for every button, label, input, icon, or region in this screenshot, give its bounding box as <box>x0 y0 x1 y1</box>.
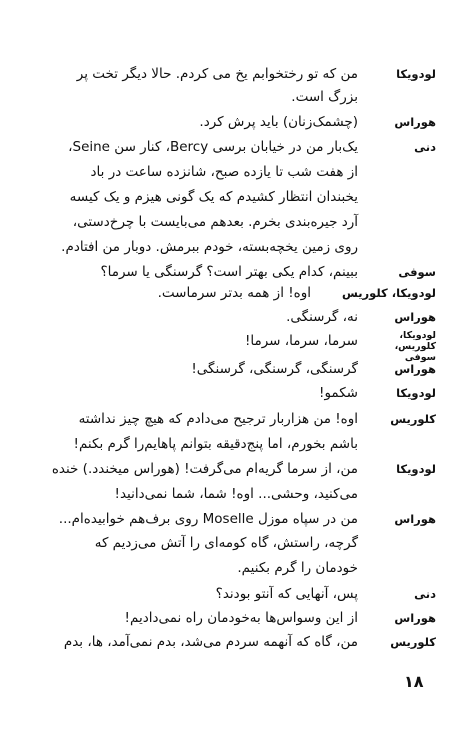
dialogue-text: از این وسواس‌ها به‌خودمان راه نمی‌دادیم! <box>124 610 358 626</box>
dialogue-line <box>56 63 446 85</box>
speaker-name: سوفی <box>398 265 436 279</box>
dialogue-text: نه، گرسنگی. <box>286 309 358 325</box>
speaker-name: کلوریس <box>390 412 436 426</box>
speaker-name: هوراس <box>394 512 436 526</box>
dialogue-line <box>56 557 446 579</box>
dialogue-text: آرد جیره‌بندی بخرم. بعدهم می‌بایست با چرخ‌دستی، <box>72 214 358 230</box>
dialogue-line <box>56 282 446 304</box>
dialogue-line <box>56 583 446 605</box>
dialogue-line <box>56 483 446 505</box>
speaker-name: دنی <box>414 587 436 601</box>
speaker-name: کلوریس <box>390 635 436 649</box>
dialogue-text: (چشمک‌زنان) باید پرش کرد. <box>199 114 358 130</box>
dialogue-text: باشم بخورم، اما پنج‌دقیقه بتوانم پاهایم‌را گرم بکنم! <box>73 436 358 452</box>
dialogue-line <box>56 408 446 430</box>
dialogue-text: پس، آنهایی که آنتو بودند؟ <box>215 586 358 602</box>
dialogue-text: خودمان را گرم بکنیم. <box>237 560 358 576</box>
dialogue-text: روی زمین یخچه‌بسته، خودم ببرمش. دوبار من افتادم. <box>61 239 358 255</box>
dialogue-line <box>56 136 446 158</box>
dialogue-text: یخبندان انتظار کشیدم که یک گونی هیزم و یک کیسه <box>69 189 358 205</box>
dialogue-line <box>56 211 446 233</box>
dialogue-text: ببینم، کدام یکی بهتر است؟ گرسنگی یا سرما؟ <box>100 264 358 280</box>
dialogue-text: من، گاه که آنهمه سردم می‌شد، بدم نمی‌آمد، ها، بدم <box>63 634 358 650</box>
dialogue-line <box>56 631 446 653</box>
dialogue-text: اوه! من هزاربار ترجیح می‌دادم که هیچ چیز نداشته <box>78 411 358 427</box>
dialogue-line <box>51 458 446 480</box>
dialogue-text: من که تو رختخوابم یخ می کردم. حالا دیگر تخت پر <box>76 66 358 82</box>
dialogue-text: گرچه، راستش، گاه کومه‌ای را آتش می‌زدیم که <box>94 535 358 551</box>
dialogue-line <box>56 607 446 629</box>
dialogue-text: سرما، سرما، سرما! <box>244 333 358 349</box>
dialogue-text: شکمو! <box>319 385 358 401</box>
speaker-name: هوراس <box>394 310 436 324</box>
dialogue-line <box>56 111 446 133</box>
dialogue-line <box>56 86 446 108</box>
dialogue-line <box>56 236 446 258</box>
speaker-name: لودویکا <box>396 386 436 400</box>
speaker-name: هوراس <box>394 611 436 625</box>
dialogue-text: من در سپاه موزل Moselle روی برف‌هم خوابیده‌ام... <box>58 511 358 527</box>
dialogue-text: اوه! از همه بدتر سرماست. <box>157 285 311 301</box>
dialogue-line <box>56 358 446 380</box>
page-number: ۱۸ <box>404 672 424 691</box>
dialogue-line <box>56 330 446 363</box>
dialogue-text: گرسنگی، گرسنگی، گرسنگی! <box>191 361 358 377</box>
dialogue-line <box>56 532 446 554</box>
dialogue-text: از هفت شب تا یازده صبح، شانزده ساعت در باد <box>90 164 358 180</box>
dialogue-text: من، از سرما گریه‌ام می‌گرفت! (هوراس میخندد.) خنده <box>51 461 358 477</box>
dialogue-text: بزرگ است. <box>291 89 358 105</box>
dialogue-line <box>56 508 446 530</box>
dialogue-line <box>56 186 446 208</box>
dialogue-text: یک‌بار من در خیابان برسی Bercy، کنار سن Seine، <box>68 139 358 155</box>
dialogue-line <box>56 306 446 328</box>
dialogue-line <box>56 433 446 455</box>
dialogue-line <box>56 382 446 404</box>
dialogue-line <box>56 261 446 283</box>
speaker-name: دنی <box>414 140 436 154</box>
speaker-name: لودویکا <box>396 462 436 476</box>
dialogue-text: می‌کنید، وحشی... اوه! شما، شما نمی‌دانید! <box>114 486 358 502</box>
speaker-name: لودویکا، کلوریس، سوفی <box>394 330 436 363</box>
speaker-name: لودویکا، کلوریس <box>341 286 436 300</box>
dialogue-line <box>56 161 446 183</box>
speaker-name: لودویکا <box>396 67 436 81</box>
speaker-name: هوراس <box>394 115 436 129</box>
speaker-name: هوراس <box>394 362 436 376</box>
